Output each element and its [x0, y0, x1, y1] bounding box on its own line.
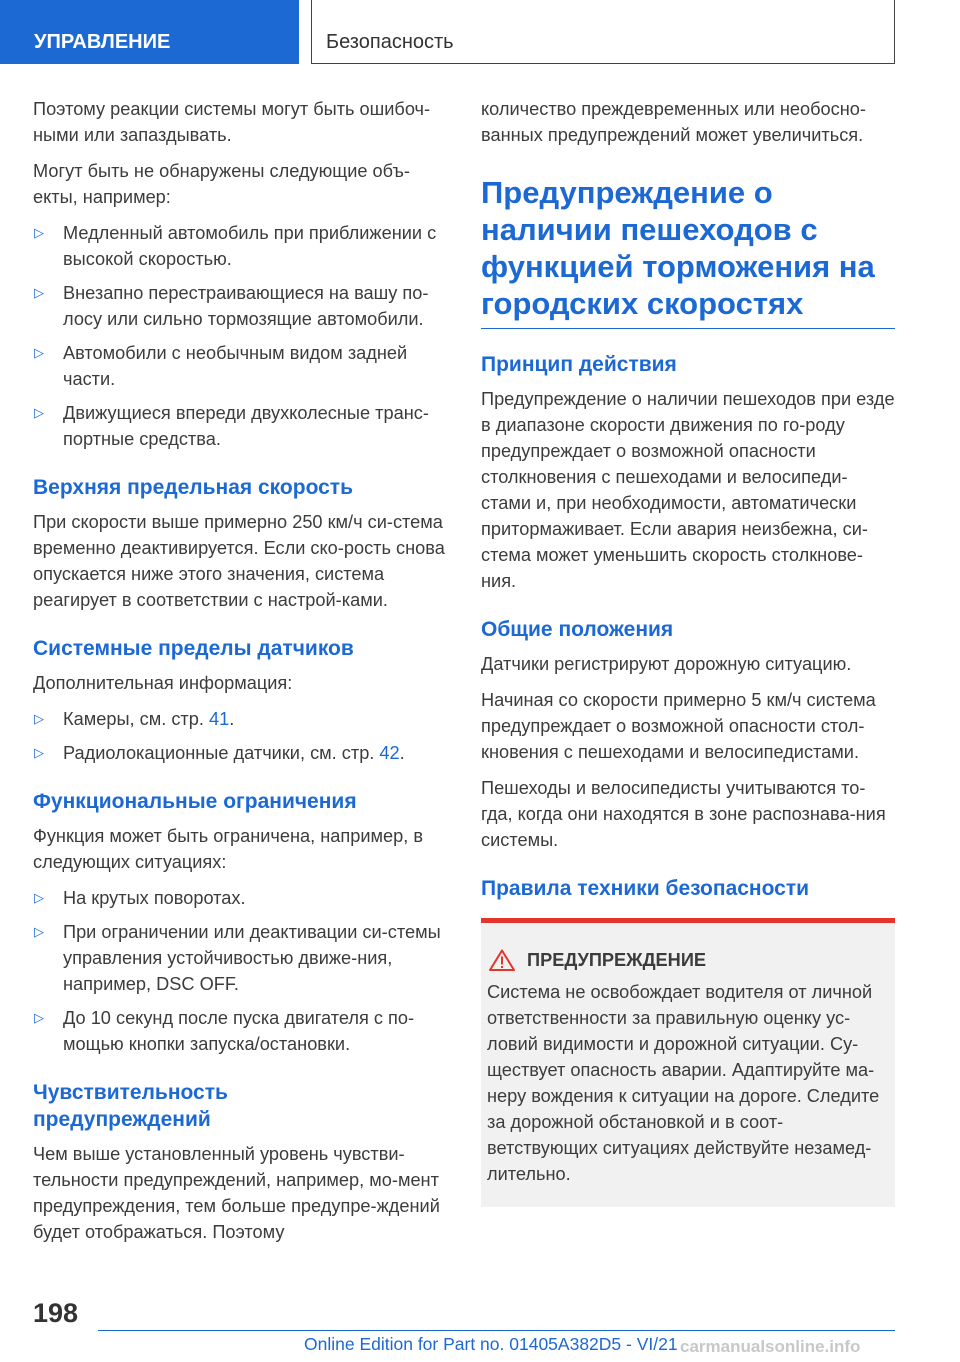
warning-triangle-icon [489, 949, 515, 971]
paragraph: Пешеходы и велосипедисты учитываются то-гда, когда они находятся в зоне распознава-ния системы. [481, 778, 886, 850]
edition-text: Online Edition for Part no. 01405A382D5 - VI/21 [304, 1334, 678, 1354]
paragraph: Чем выше установленный уровень чувстви-тельности предупреждений, например, мо-мент предупреждения, тем больше предупре-ждений будет отображаться. Поэтому [33, 1144, 440, 1242]
warning-box [481, 918, 895, 1207]
heading-functional-limits: Функциональные ограничения [33, 790, 357, 813]
warning-title: ПРЕДУПРЕЖДЕНИЕ [487, 947, 887, 973]
sensors-list [33, 706, 447, 766]
paragraph: При скорости выше примерно 250 км/ч си-стема временно деактивируется. Если ско-рость снова опускается ниже этого значения, система реагирует в соответствии с настрой-ками. [33, 512, 445, 610]
warning-text: Система не освобождает водителя от личной ответственности за правильную оценку ус-ловий видимости и дорожной ситуации. Су-ществует опасность аварии. Адаптируйте ма-неру вождения к ситуации на дороге. Следите за дорожной обстановкой и в соот-ветствующих ситуациях действуйте незамед-лительно. [487, 982, 880, 1184]
section-tab: УПРАВЛЕНИЕ [0, 0, 299, 64]
heading-general: Общие положения [481, 618, 674, 641]
page-number: 198 [33, 1298, 79, 1328]
triangle-bullet-icon: ▷ [34, 345, 44, 360]
list-item: ▷ Камеры, см. стр. 41. [33, 706, 447, 732]
section-title-block [481, 174, 895, 329]
triangle-bullet-icon: ▷ [34, 225, 44, 240]
paragraph: количество преждевременных или необосно-ванных предупреждений может увеличиться. [481, 99, 866, 145]
triangle-bullet-icon: ▷ [34, 405, 44, 420]
paragraph: Предупреждение о наличии пешеходов при езде в диапазоне скорости движения по го-роду предупреждает о возможной опасности столкновения с пешеходами и велосипеди-стами и, при необходимости, автоматически притормаживает. Если авария неизбежна, си-стема может уменьшить скорость столкнове-ния. [481, 389, 895, 591]
list-item: ▷ Внезапно перестраивающиеся на вашу по-лосу или сильно тормозящие автомобили. [33, 280, 447, 332]
section-title: Предупреждение о наличии пешеходов с функцией торможения на городских скоростях [481, 175, 875, 321]
paragraph: Дополнительная информация: [33, 673, 293, 693]
paragraph: Датчики регистрируют дорожную ситуацию. [481, 654, 852, 674]
paragraph: Начиная со скорости примерно 5 км/ч система предупреждает о возможной опасности стол-кновения с пешеходами и велосипедистами. [481, 690, 876, 762]
limits-list [33, 885, 447, 1057]
left-column [33, 96, 447, 1255]
heading-safety: Правила техники безопасности [481, 877, 810, 900]
footer-divider [98, 1330, 895, 1331]
watermark-logo: carmanualsonline.info [680, 1337, 861, 1356]
list-item: ▷ Движущиеся впереди двухколесные транс-портные средства. [33, 400, 447, 452]
triangle-bullet-icon: ▷ [34, 285, 44, 300]
right-column [481, 96, 895, 1207]
paragraph: Функция может быть ограничена, например, в следующих ситуациях: [33, 826, 424, 872]
page-link-42[interactable]: 42 [379, 743, 400, 763]
heading-sensor-limits: Системные пределы датчиков [33, 637, 354, 660]
list-item: ▷ Автомобили с необычным видом задней части. [33, 340, 447, 392]
list-item: ▷ При ограничении или деактивации си-стемы управления устойчивостью движе-ния, например, DSC OFF. [33, 919, 447, 997]
objects-list [33, 220, 447, 452]
list-item: ▷ Медленный автомобиль при приближении с высокой скоростью. [33, 220, 447, 272]
page-link-41[interactable]: 41 [208, 709, 230, 729]
heading-upper-speed: Верхняя предельная скорость [33, 476, 353, 499]
triangle-bullet-icon: ▷ [34, 890, 44, 905]
list-item: ▷ До 10 секунд после пуска двигателя с по-мощью кнопки запуска/остановки. [33, 1005, 447, 1057]
heading-principle: Принцип действия [481, 353, 677, 376]
triangle-bullet-icon: ▷ [34, 711, 44, 726]
triangle-bullet-icon: ▷ [34, 924, 44, 939]
chapter-title: Безопасность [311, 0, 895, 64]
list-item: ▷ На крутых поворотах. [33, 885, 447, 911]
paragraph: Могут быть не обнаружены следующие объ-екты, например: [33, 161, 410, 207]
paragraph: Поэтому реакции системы могут быть ошибоч-ными или запаздывать. [33, 99, 431, 145]
list-item: ▷ Радиолокационные датчики, см. стр. 42. [33, 740, 447, 766]
heading-warning-sensitivity: Чувствительность предупреждений [33, 1081, 228, 1131]
triangle-bullet-icon: ▷ [34, 1010, 44, 1025]
triangle-bullet-icon: ▷ [34, 745, 44, 760]
